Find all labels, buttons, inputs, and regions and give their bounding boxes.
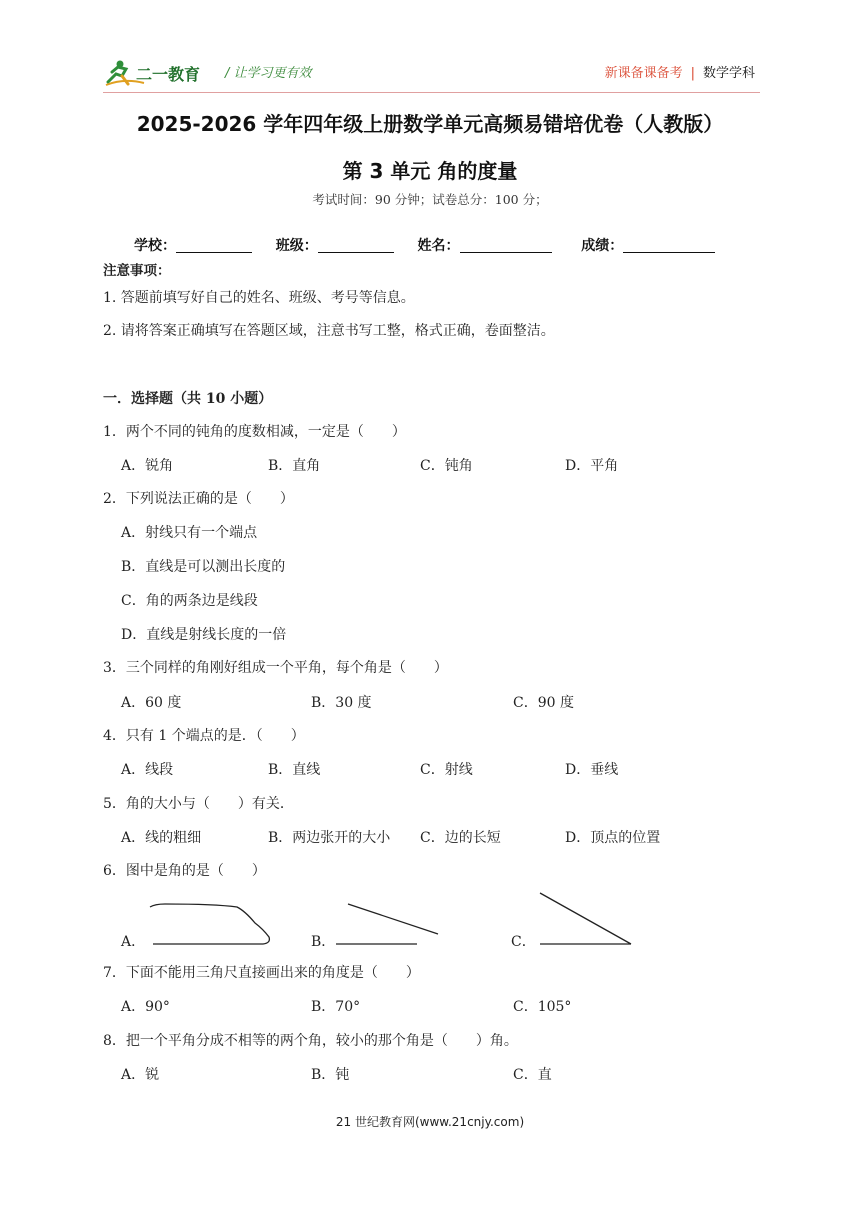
option[interactable]: C．直 — [513, 1067, 552, 1083]
option[interactable]: C．105° — [513, 999, 572, 1015]
question-stem: 6．图中是角的是（ ） — [103, 863, 266, 879]
notice-item: 2. 请将答案正确填写在答题区域，注意书写工整，格式正确，卷面整洁。 — [103, 323, 555, 339]
option[interactable]: D．直线是射线长度的一倍 — [121, 627, 287, 643]
option[interactable]: A．射线只有一个端点 — [121, 525, 258, 541]
option[interactable]: B．钝 — [311, 1067, 350, 1083]
option[interactable]: C． — [511, 934, 536, 950]
score-label: 成绩： — [581, 238, 624, 254]
class-label: 班级： — [275, 238, 318, 254]
option[interactable]: D．垂线 — [565, 762, 619, 778]
name-blank[interactable] — [460, 238, 552, 253]
question-stem: 7．下面不能用三角尺直接画出来的角度是（ ） — [103, 965, 420, 981]
question-stem: 3．三个同样的角刚好组成一个平角，每个角是（ ） — [103, 660, 448, 676]
option[interactable]: B． — [311, 934, 336, 950]
option[interactable]: B．两边张开的大小 — [268, 830, 391, 846]
class-blank[interactable] — [318, 238, 394, 253]
notice-item: 1. 答题前填写好自己的姓名、班级、考号等信息。 — [103, 290, 415, 306]
question-stem: 4．只有 1 个端点的是．（ ） — [103, 728, 305, 744]
brand-logo — [104, 58, 214, 88]
page-footer: 21 世纪教育网(www.21cnjy.com) — [335, 1115, 525, 1129]
score-blank[interactable] — [623, 238, 715, 253]
option[interactable]: C．边的长短 — [420, 830, 501, 846]
option[interactable]: A．线段 — [121, 762, 174, 778]
student-fields — [134, 235, 715, 255]
section-heading: 一．选择题（共 10 小题） — [103, 391, 273, 407]
option[interactable]: A．线的粗细 — [121, 830, 202, 846]
figure-a-curve — [145, 895, 280, 950]
header-subject: 数学学科 — [702, 66, 755, 81]
logo-text: 二一教育 — [136, 65, 201, 84]
header-right — [605, 62, 755, 81]
figure-b-lines — [333, 895, 443, 950]
option[interactable]: A．90° — [121, 999, 170, 1015]
header-divider — [103, 92, 760, 93]
option[interactable]: C．90 度 — [513, 695, 574, 711]
option[interactable]: A．锐 — [121, 1067, 160, 1083]
option[interactable]: B．直线 — [268, 762, 321, 778]
question-stem: 2．下列说法正确的是（ ） — [103, 491, 294, 507]
slogan: / 让学习更有效 — [225, 66, 312, 81]
name-label: 姓名： — [417, 238, 460, 254]
header-category: 新课备课备考 — [604, 66, 683, 81]
header-separator: | — [690, 66, 695, 81]
notice-heading: 注意事项： — [103, 263, 171, 279]
option[interactable]: B．70° — [311, 999, 361, 1015]
option[interactable]: D．平角 — [565, 458, 619, 474]
figure-c-angle — [533, 887, 638, 950]
school-label: 学校： — [134, 238, 176, 254]
option[interactable]: C．射线 — [420, 762, 473, 778]
page-subtitle: 第 3 单元 角的度量 — [342, 159, 518, 183]
page-title: 2025-2026 学年四年级上册数学单元高频易错培优卷（人教版） — [136, 112, 724, 136]
option[interactable]: C．钝角 — [420, 458, 473, 474]
question-stem: 1．两个不同的钝角的度数相减，一定是（ ） — [103, 424, 406, 440]
option[interactable]: B．30 度 — [311, 695, 372, 711]
option[interactable]: C．角的两条边是线段 — [121, 593, 258, 609]
exam-info: 考试时间：90 分钟；试卷总分：100 分； — [312, 192, 548, 207]
option[interactable]: B．直角 — [268, 458, 321, 474]
question-stem: 8．把一个平角分成不相等的两个角，较小的那个角是（ ）角。 — [103, 1033, 518, 1049]
question-stem: 5．角的大小与（ ）有关． — [103, 796, 294, 812]
option[interactable]: B．直线是可以测出长度的 — [121, 559, 286, 575]
option[interactable]: D．顶点的位置 — [565, 830, 661, 846]
option[interactable]: A．锐角 — [121, 458, 174, 474]
option[interactable]: A．60 度 — [121, 695, 182, 711]
school-blank[interactable] — [176, 238, 252, 253]
option[interactable]: A． — [121, 934, 146, 950]
